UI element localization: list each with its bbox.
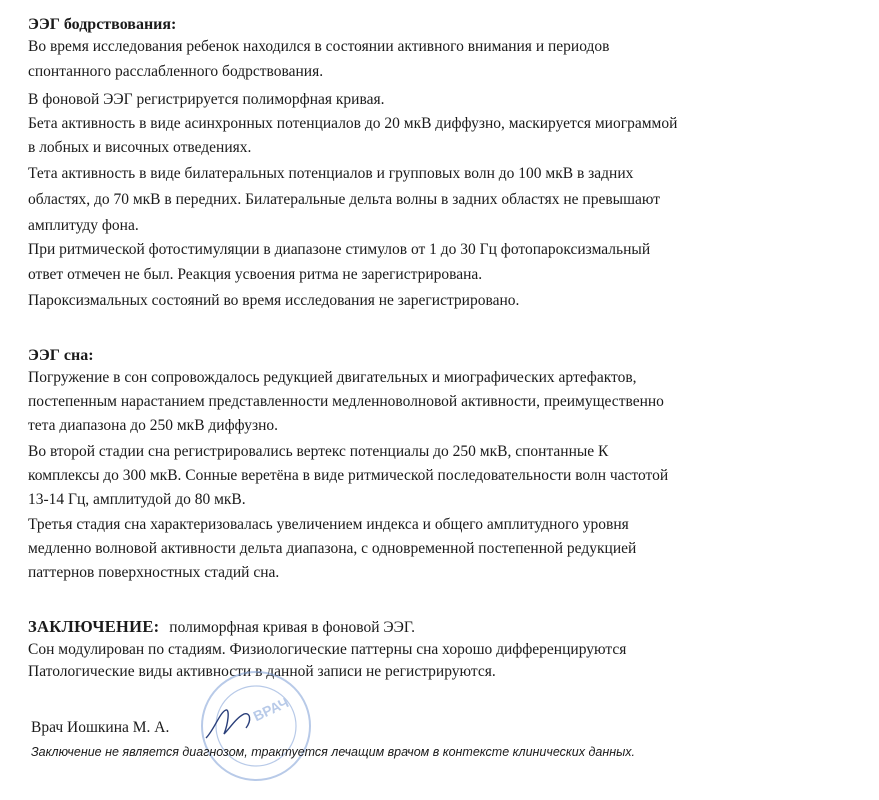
wake-line: Пароксизмальных состояний во время исследования не зарегистрировано. bbox=[28, 292, 520, 309]
stamp-text: ВРАЧ bbox=[250, 694, 292, 725]
wake-line: ответ отмечен не был. Реакция усвоения ритма не зарегистрирована. bbox=[28, 266, 483, 283]
conclusion-first: полиморфная кривая в фоновой ЭЭГ. bbox=[169, 619, 415, 636]
wake-line: Во время исследования ребенок находился в состоянии активного внимания и периодов bbox=[28, 38, 610, 55]
sleep-line: комплексы до 300 мкВ. Сонные веретёна в виде ритмической последовательности волн частотой bbox=[28, 467, 669, 484]
wake-line: спонтанного расслабленного бодрствования. bbox=[28, 63, 324, 80]
conclusion-text: Сон модулирован по стадиям. Физиологические паттерны сна хорошо дифференцируются bbox=[28, 641, 627, 658]
conclusion-line bbox=[28, 617, 415, 638]
disclaimer-footnote: Заключение не является диагнозом, трактуется лечащим врачом в контексте клинических данных. bbox=[31, 745, 636, 759]
sleep-line: Во второй стадии сна регистрировались вертекс потенциалы до 250 мкВ, спонтанные К bbox=[28, 443, 609, 460]
sleep-heading: ЭЭГ сна: bbox=[28, 347, 94, 364]
wake-line: Тета активность в виде билатеральных потенциалов и групповых волн до 100 мкВ в задних bbox=[28, 165, 634, 182]
sleep-line: Погружение в сон сопровождалось редукцией двигательных и миографических артефактов, bbox=[28, 369, 637, 386]
wake-line: в лобных и височных отведениях. bbox=[28, 139, 252, 156]
conclusion-label: ЗАКЛЮЧЕНИЕ: bbox=[28, 617, 160, 636]
wake-line: При ритмической фотостимуляции в диапазоне стимулов от 1 до 30 Гц фотопароксизмальный bbox=[28, 241, 651, 258]
sleep-line: паттернов поверхностных стадий сна. bbox=[28, 564, 280, 581]
wake-line: амплитуду фона. bbox=[28, 217, 139, 234]
wake-line: областях, до 70 мкВ в передних. Билатеральные дельта волны в задних областях не превышают bbox=[28, 191, 661, 208]
sleep-line: медленно волновой активности дельта диапазона, с одновременной постепенной редукцией bbox=[28, 540, 637, 557]
sleep-line: тета диапазона до 250 мкВ диффузно. bbox=[28, 417, 279, 434]
sleep-line: постепенным нарастанием представленности медленноволновой активности, преимущественно bbox=[28, 393, 664, 410]
wake-line: В фоновой ЭЭГ регистрируется полиморфная кривая. bbox=[28, 91, 385, 108]
wake-heading: ЭЭГ бодрствования: bbox=[28, 16, 177, 33]
doctor-signature-line: Врач Иошкина М. А. bbox=[31, 719, 170, 736]
sleep-line: 13-14 Гц, амплитудой до 80 мкВ. bbox=[28, 491, 246, 508]
wake-line: Бета активность в виде асинхронных потенциалов до 20 мкВ диффузно, маскируется миограммой bbox=[28, 115, 678, 132]
conclusion-text: Патологические виды активности в данной записи не регистрируются. bbox=[28, 663, 496, 680]
sleep-line: Третья стадия сна характеризовалась увеличением индекса и общего амплитудного уровня bbox=[28, 516, 629, 533]
